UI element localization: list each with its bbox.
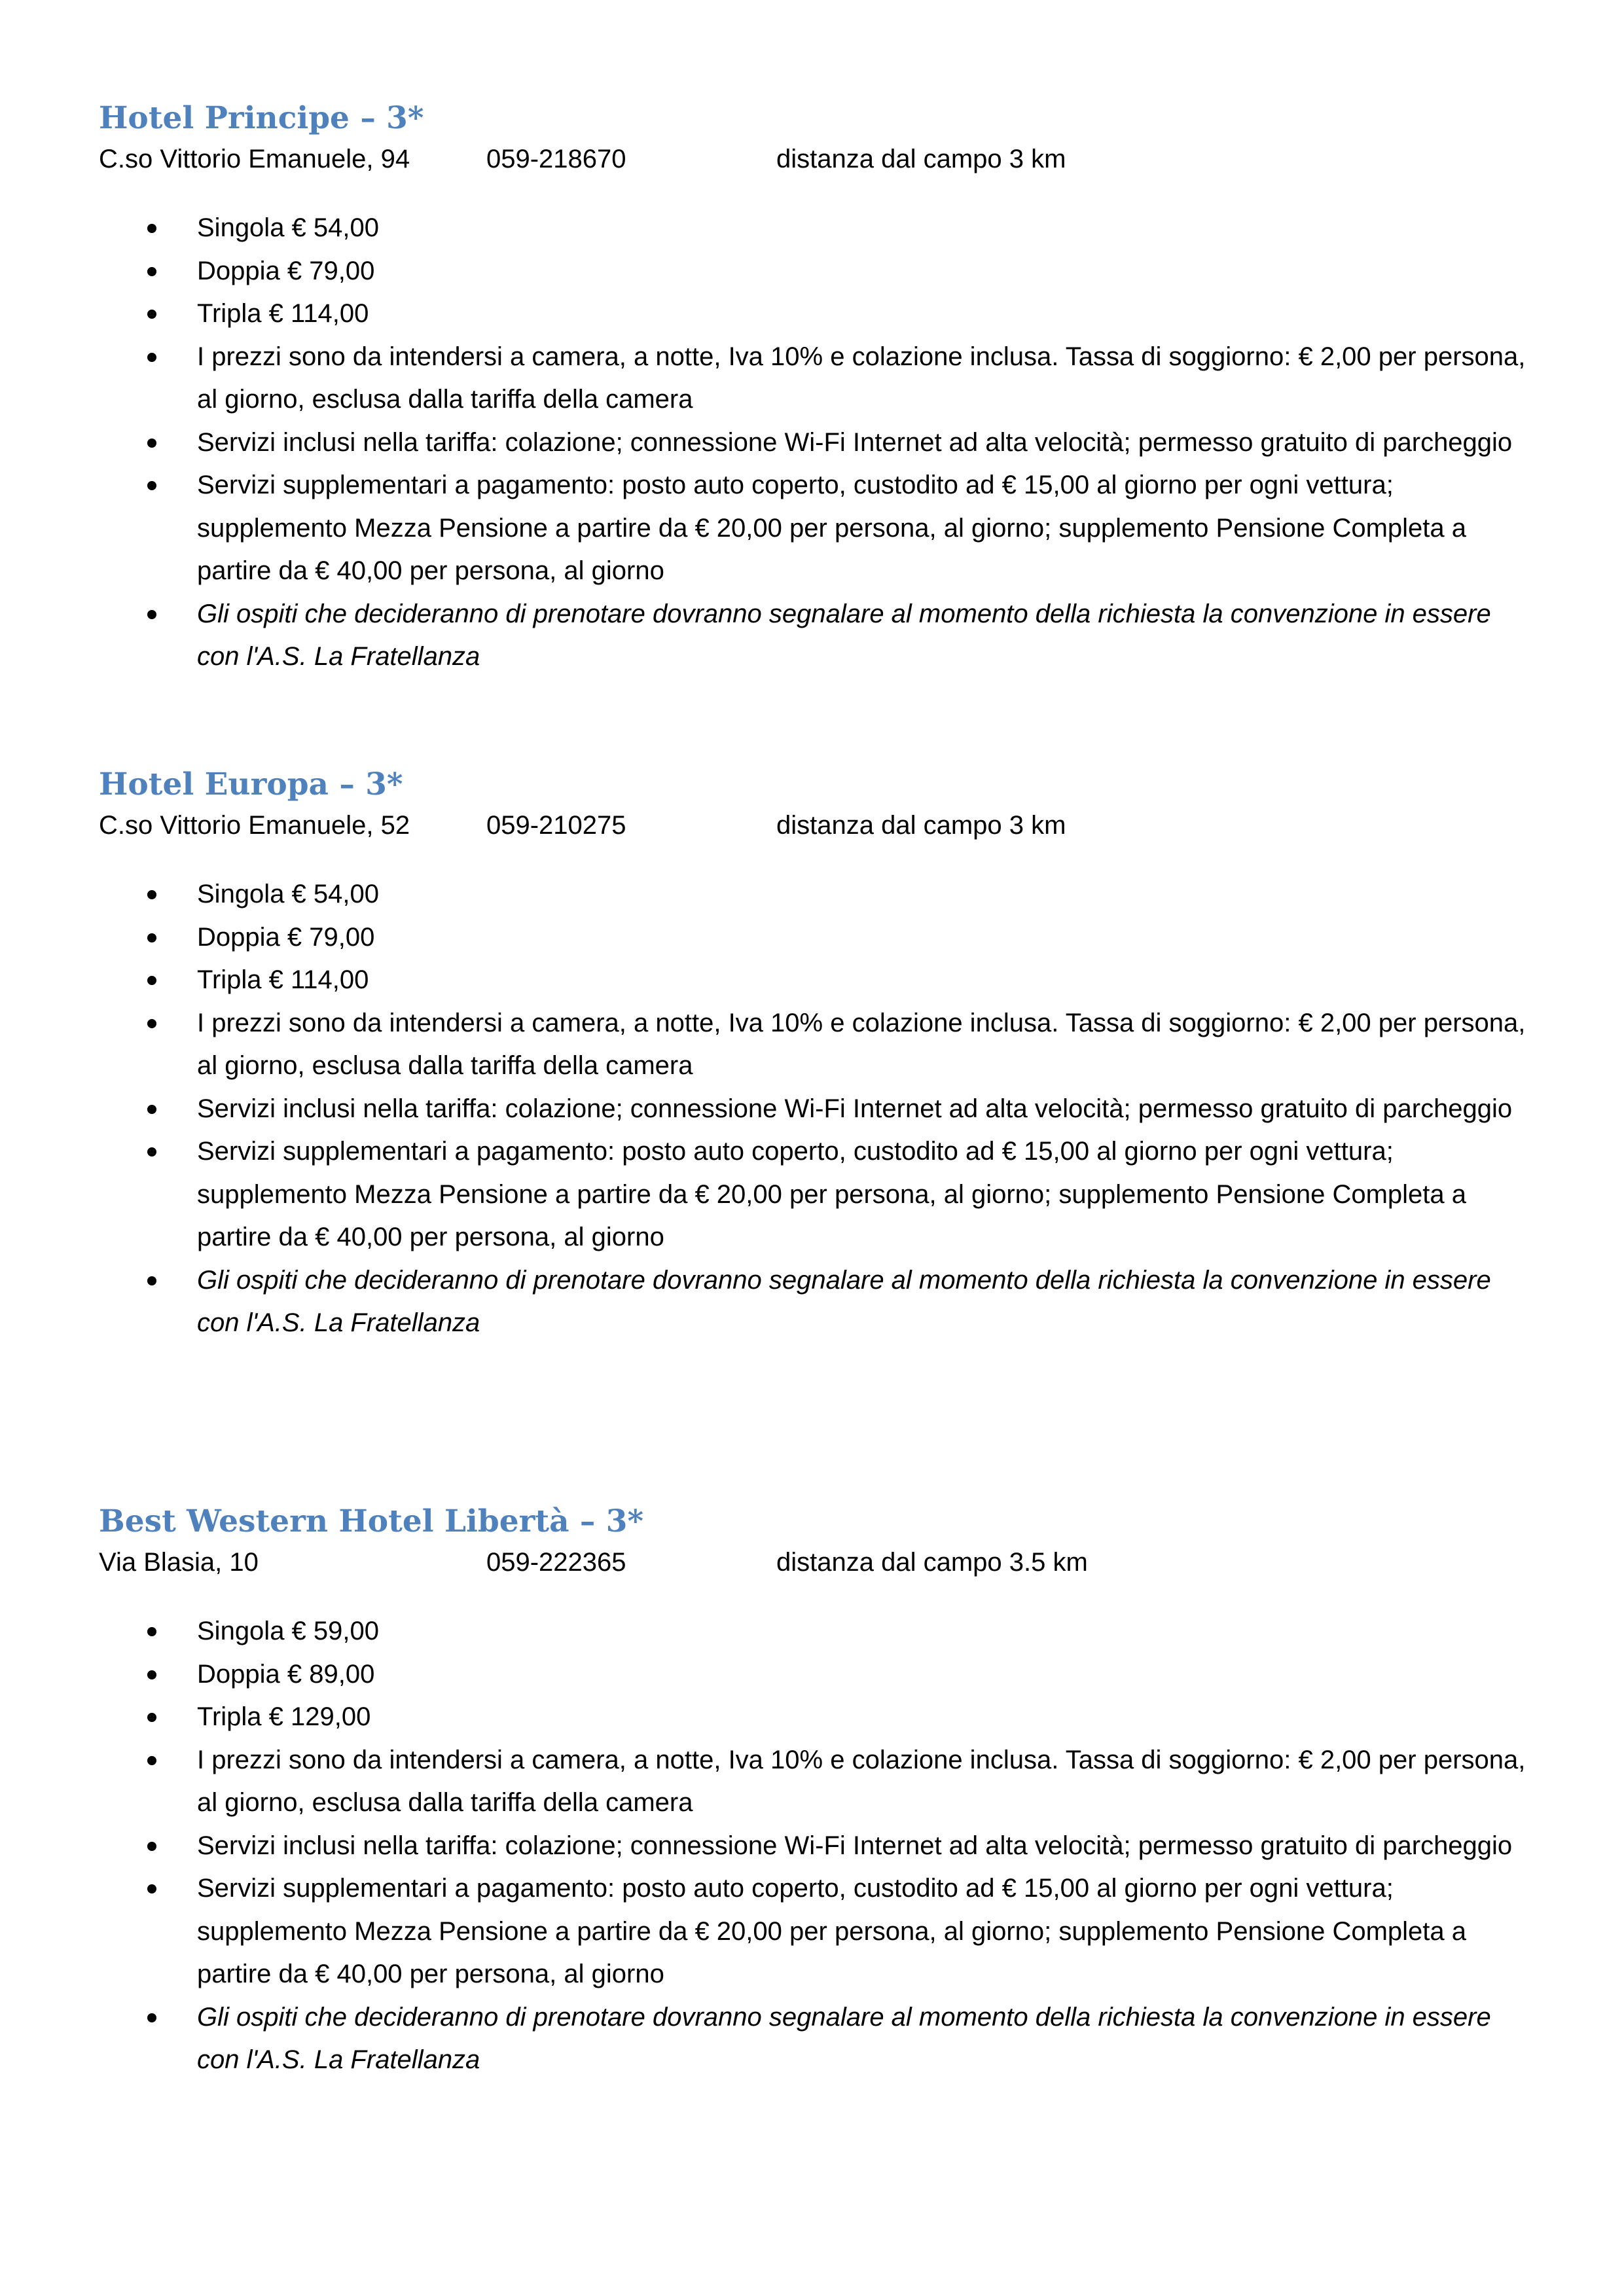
- hotel-title: Best Western Hotel Libertà – 3*: [99, 1503, 644, 1539]
- bullet-icon: [147, 1019, 156, 1028]
- hotel-info-line: [99, 805, 1539, 846]
- hotel-section-liberta: [99, 1501, 1539, 2082]
- bullet-icon: [147, 1670, 156, 1679]
- bullet-icon: [147, 976, 156, 985]
- list-item-single-rate: Singola € 59,00: [99, 1610, 1539, 1653]
- hotel-title: Hotel Europa – 3*: [99, 766, 403, 802]
- hotel-distance: distanza dal campo 3.5 km: [776, 1548, 1088, 1577]
- list-item-single-rate: Singola € 54,00: [99, 207, 1539, 250]
- hotel-distance: distanza dal campo 3 km: [776, 811, 1066, 840]
- list-item-extra-services: Servizi supplementari a pagamento: posto auto coperto, custodito ad € 15,00 al giorno per ogni vettura; supplemento Mezza Pensione a partire da € 20,00 per persona, al giorno; supplemento Pensione Completa a partire da € 40,00 per persona, al giorno: [99, 464, 1539, 593]
- bullet-icon: [147, 1713, 156, 1722]
- list-item-triple-rate: Tripla € 114,00: [99, 293, 1539, 336]
- hotel-address: C.so Vittorio Emanuele, 94: [99, 145, 410, 173]
- bullet-icon: [147, 610, 156, 619]
- bullet-icon: [147, 1276, 156, 1285]
- hotel-phone: 059-218670: [486, 145, 626, 173]
- list-item-triple-rate: Tripla € 129,00: [99, 1696, 1539, 1739]
- list-item-prices-terms: I prezzi sono da intendersi a camera, a notte, Iva 10% e colazione inclusa. Tassa di soggiorno: € 2,00 per persona, al giorno, esclusa dalla tariffa della camera: [99, 1739, 1539, 1825]
- list-item-extra-services: Servizi supplementari a pagamento: posto auto coperto, custodito ad € 15,00 al giorno per ogni vettura; supplemento Mezza Pensione a partire da € 20,00 per persona, al giorno; supplemento Pensione Completa a partire da € 40,00 per persona, al giorno: [99, 1130, 1539, 1259]
- hotel-details-list: [99, 1610, 1539, 2082]
- list-item-double-rate: Doppia € 79,00: [99, 250, 1539, 293]
- list-item-included-services: Servizi inclusi nella tariffa: colazione; connessione Wi-Fi Internet ad alta velocità; permesso gratuito di parcheggio: [99, 422, 1539, 465]
- hotel-info-line: [99, 139, 1539, 179]
- hotel-info-line: [99, 1542, 1539, 1583]
- hotel-details-list: [99, 873, 1539, 1345]
- bullet-icon: [147, 267, 156, 276]
- list-item-booking-note: Gli ospiti che decideranno di prenotare dovranno segnalare al momento della richiesta la convenzione in essere con l'A.S. La Fratellanza: [99, 1259, 1539, 1345]
- bullet-icon: [147, 310, 156, 319]
- hotel-phone: 059-210275: [486, 811, 626, 840]
- list-item-prices-terms: I prezzi sono da intendersi a camera, a notte, Iva 10% e colazione inclusa. Tassa di soggiorno: € 2,00 per persona, al giorno, esclusa dalla tariffa della camera: [99, 336, 1539, 422]
- list-item-single-rate: Singola € 54,00: [99, 873, 1539, 916]
- hotel-section-europa: [99, 764, 1539, 1345]
- list-item-prices-terms: I prezzi sono da intendersi a camera, a notte, Iva 10% e colazione inclusa. Tassa di soggiorno: € 2,00 per persona, al giorno, esclusa dalla tariffa della camera: [99, 1002, 1539, 1088]
- bullet-icon: [147, 1884, 156, 1893]
- hotel-section-principe: [99, 98, 1539, 679]
- bullet-icon: [147, 933, 156, 942]
- bullet-icon: [147, 439, 156, 448]
- bullet-icon: [147, 481, 156, 490]
- list-item-booking-note: Gli ospiti che decideranno di prenotare dovranno segnalare al momento della richiesta la convenzione in essere con l'A.S. La Fratellanza: [99, 1996, 1539, 2082]
- bullet-icon: [147, 1105, 156, 1114]
- hotel-title: Hotel Principe – 3*: [99, 100, 424, 136]
- hotel-distance: distanza dal campo 3 km: [776, 145, 1066, 173]
- bullet-icon: [147, 1842, 156, 1851]
- hotel-address: C.so Vittorio Emanuele, 52: [99, 811, 410, 840]
- list-item-included-services: Servizi inclusi nella tariffa: colazione; connessione Wi-Fi Internet ad alta velocità; permesso gratuito di parcheggio: [99, 1088, 1539, 1131]
- bullet-icon: [147, 1756, 156, 1765]
- hotel-details-list: [99, 207, 1539, 679]
- bullet-icon: [147, 1147, 156, 1157]
- bullet-icon: [147, 2013, 156, 2022]
- hotel-phone: 059-222365: [486, 1548, 626, 1577]
- bullet-icon: [147, 1627, 156, 1636]
- bullet-icon: [147, 353, 156, 362]
- list-item-included-services: Servizi inclusi nella tariffa: colazione; connessione Wi-Fi Internet ad alta velocità; permesso gratuito di parcheggio: [99, 1825, 1539, 1868]
- hotel-address: Via Blasia, 10: [99, 1548, 259, 1577]
- bullet-icon: [147, 890, 156, 899]
- list-item-booking-note: Gli ospiti che decideranno di prenotare dovranno segnalare al momento della richiesta la convenzione in essere con l'A.S. La Fratellanza: [99, 593, 1539, 679]
- list-item-double-rate: Doppia € 89,00: [99, 1653, 1539, 1696]
- list-item-triple-rate: Tripla € 114,00: [99, 959, 1539, 1002]
- list-item-double-rate: Doppia € 79,00: [99, 916, 1539, 960]
- bullet-icon: [147, 224, 156, 233]
- list-item-extra-services: Servizi supplementari a pagamento: posto auto coperto, custodito ad € 15,00 al giorno per ogni vettura; supplemento Mezza Pensione a partire da € 20,00 per persona, al giorno; supplemento Pensione Completa a partire da € 40,00 per persona, al giorno: [99, 1867, 1539, 1996]
